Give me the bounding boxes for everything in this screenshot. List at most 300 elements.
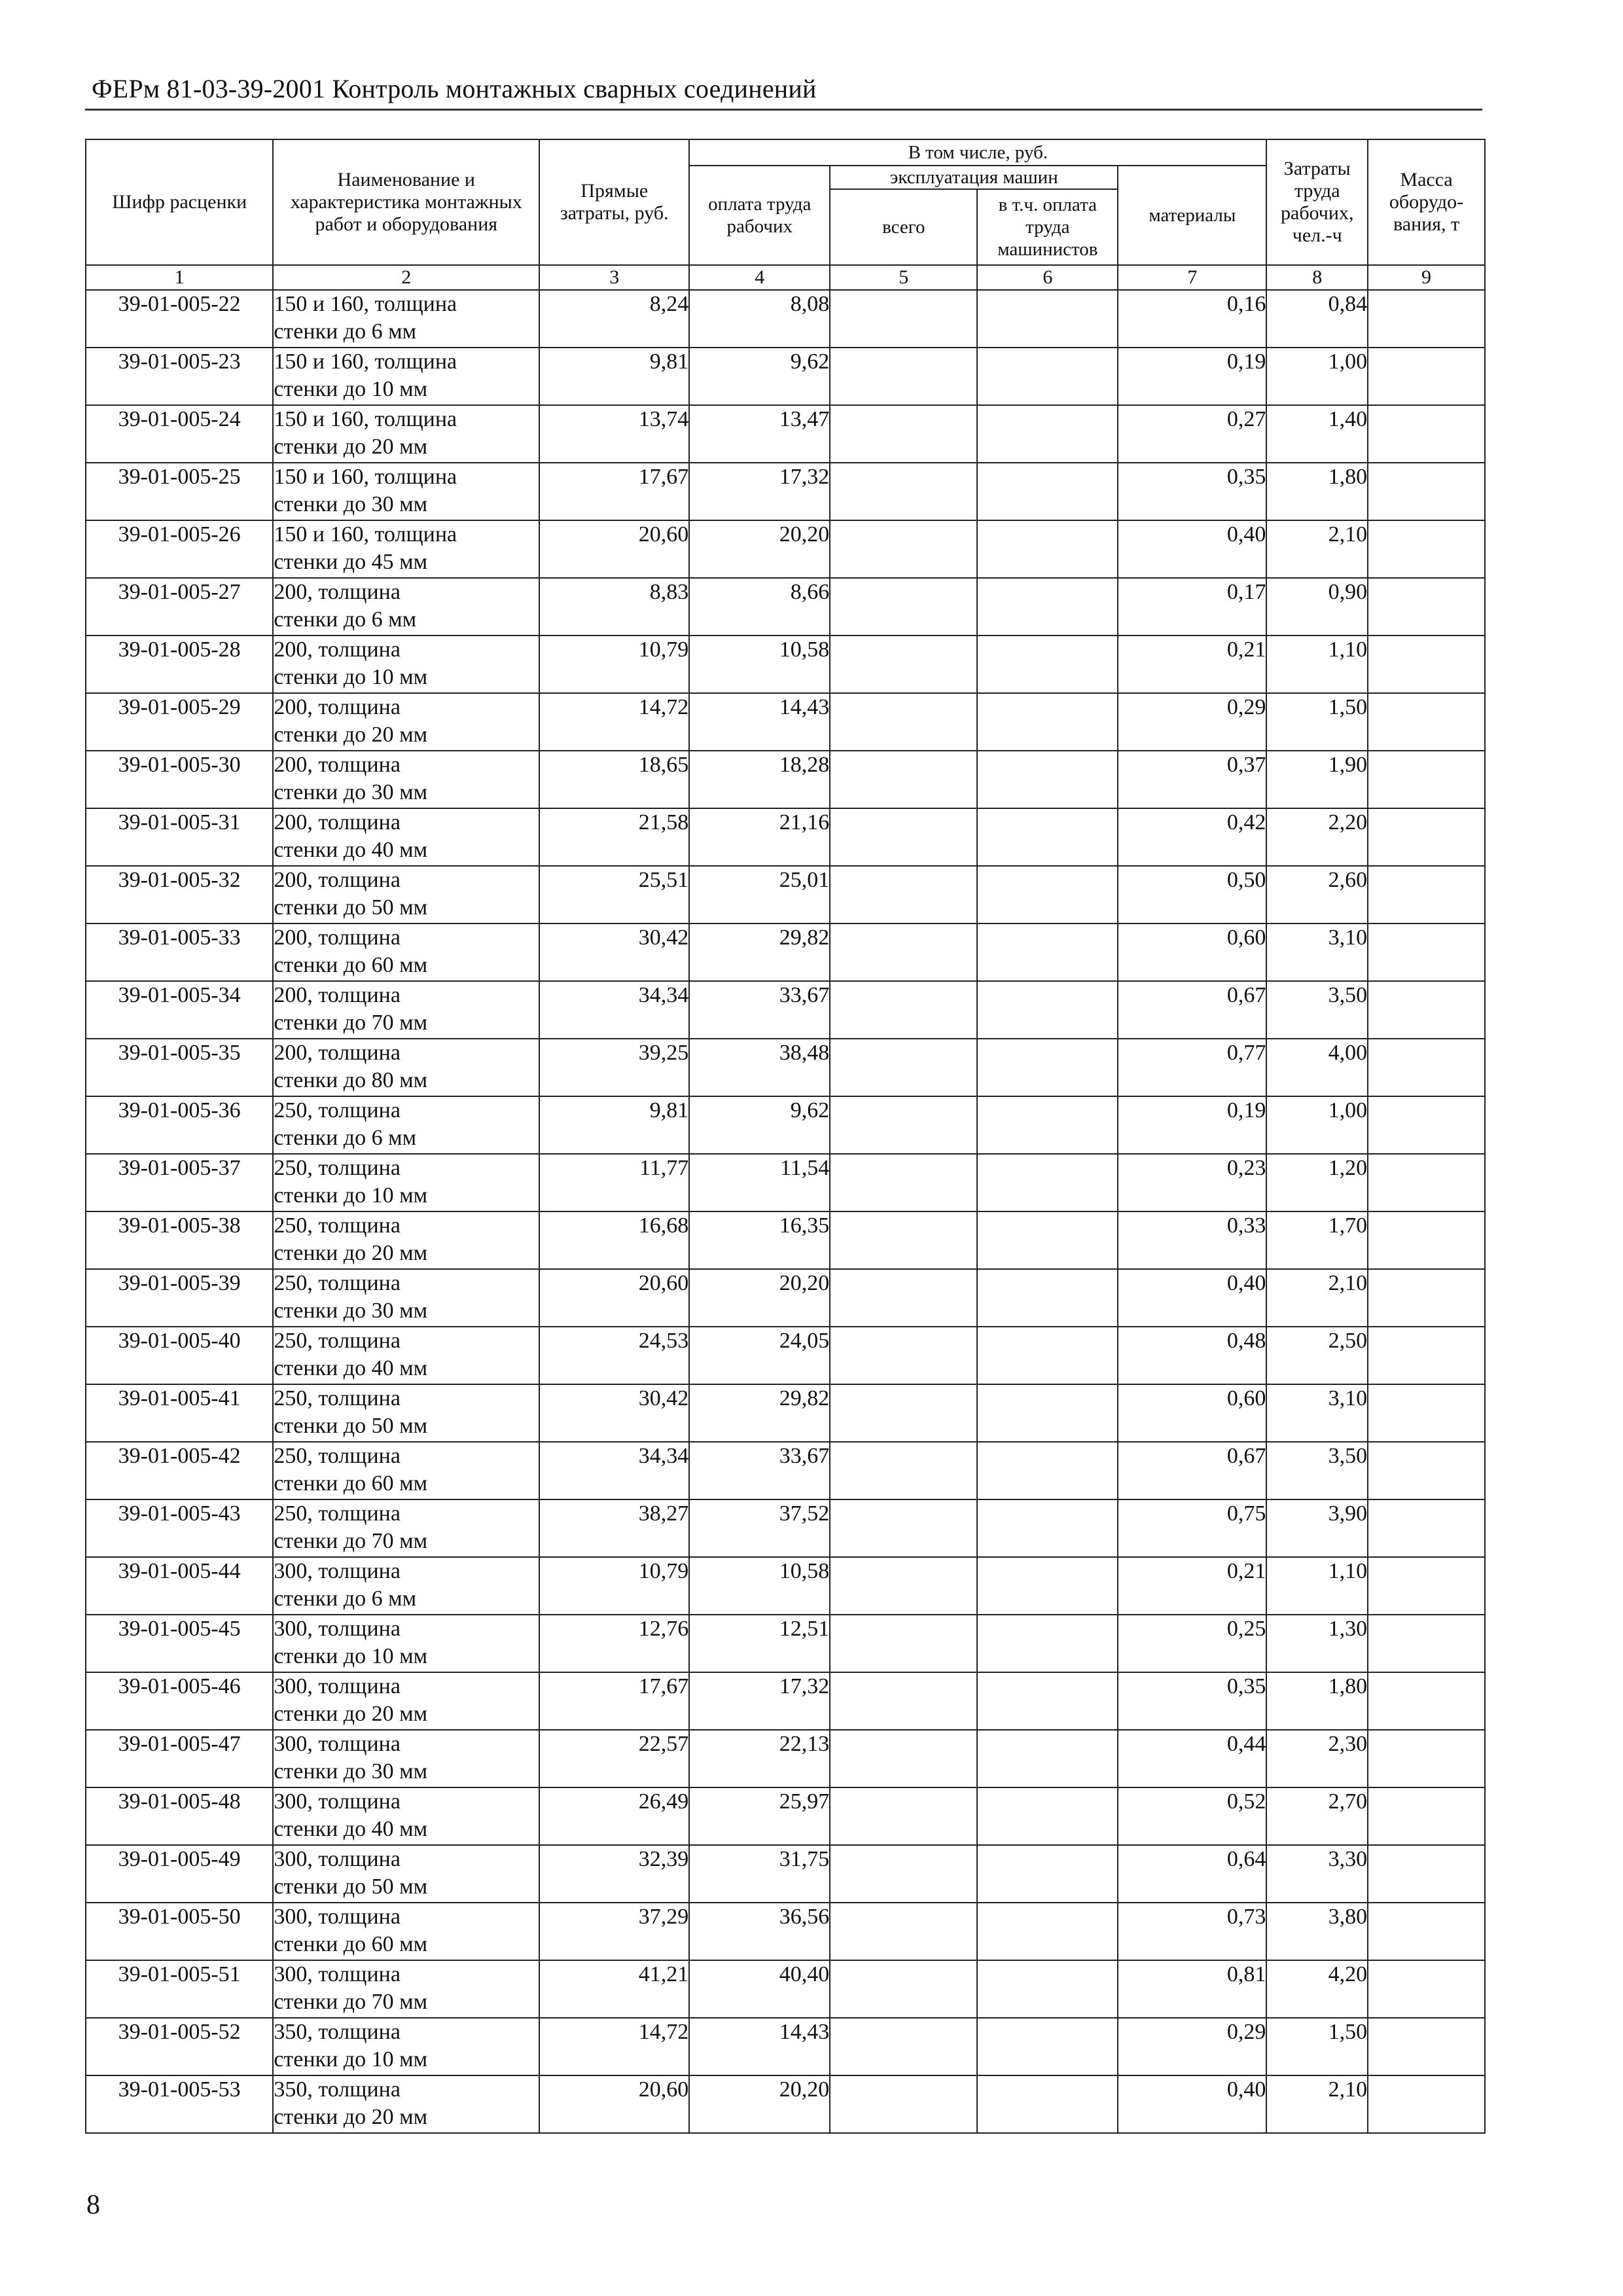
materials-value: 0,42 <box>1118 808 1266 866</box>
table-row <box>86 1845 1485 1903</box>
direct-costs-value: 20,60 <box>539 2075 689 2133</box>
machinist-wage-value <box>977 636 1118 693</box>
description-line: стенки до 6 мм <box>274 1587 417 1611</box>
worker-wage-value: 25,01 <box>689 866 830 924</box>
materials-value: 0,75 <box>1118 1499 1266 1557</box>
direct-costs-value: 32,39 <box>539 1845 689 1903</box>
machines-total-value <box>830 693 977 751</box>
machinist-wage-value <box>977 578 1118 636</box>
machinist-wage-value <box>977 2075 1118 2133</box>
materials-value: 0,67 <box>1118 1442 1266 1499</box>
machines-total-value <box>830 1211 977 1269</box>
rate-code: 39-01-005-37 <box>86 1154 273 1211</box>
equipment-mass-value <box>1368 405 1485 463</box>
direct-costs-value: 13,74 <box>539 405 689 463</box>
table-row <box>86 1442 1485 1499</box>
machines-total-value <box>830 520 977 578</box>
machinist-wage-value <box>977 1096 1118 1154</box>
materials-value: 0,21 <box>1118 636 1266 693</box>
table-row <box>86 1269 1485 1327</box>
machinist-wage-value <box>977 1615 1118 1672</box>
labor-hours-value: 2,30 <box>1266 1730 1368 1787</box>
equipment-mass-value <box>1368 348 1485 405</box>
labor-hours-value: 2,20 <box>1266 808 1368 866</box>
materials-value: 0,67 <box>1118 981 1266 1039</box>
labor-hours-value: 1,10 <box>1266 636 1368 693</box>
description-line: стенки до 40 мм <box>274 1817 428 1841</box>
rate-code: 39-01-005-35 <box>86 1039 273 1096</box>
equipment-mass-value <box>1368 751 1485 808</box>
machinist-wage-value <box>977 348 1118 405</box>
rates-table <box>85 139 1486 2134</box>
equipment-mass-value <box>1368 1499 1485 1557</box>
table-row <box>86 1384 1485 1442</box>
description-line: 250, толщина <box>274 1213 401 1238</box>
header-divider <box>85 109 1482 111</box>
description-line: стенки до 30 мм <box>274 492 428 516</box>
work-description <box>273 348 539 405</box>
worker-wage-value: 9,62 <box>689 348 830 405</box>
direct-costs-value: 25,51 <box>539 866 689 924</box>
rate-code: 39-01-005-34 <box>86 981 273 1039</box>
machines-total-value <box>830 2018 977 2075</box>
labor-hours-value: 1,00 <box>1266 348 1368 405</box>
description-line: 150 и 160, толщина <box>274 465 457 489</box>
equipment-mass-value <box>1368 866 1485 924</box>
work-description <box>273 981 539 1039</box>
equipment-mass-value <box>1368 1557 1485 1615</box>
worker-wage-value: 16,35 <box>689 1211 830 1269</box>
table-row <box>86 1499 1485 1557</box>
machinist-wage-value <box>977 1672 1118 1730</box>
description-line: 200, толщина <box>274 810 401 834</box>
rate-code: 39-01-005-29 <box>86 693 273 751</box>
equipment-mass-value <box>1368 1960 1485 2018</box>
worker-wage-value: 36,56 <box>689 1903 830 1960</box>
table-row <box>86 463 1485 520</box>
direct-costs-value: 34,34 <box>539 1442 689 1499</box>
table-row <box>86 520 1485 578</box>
work-description <box>273 1960 539 2018</box>
equipment-mass-value <box>1368 1672 1485 1730</box>
worker-wage-value: 17,32 <box>689 1672 830 1730</box>
rate-code: 39-01-005-50 <box>86 1903 273 1960</box>
table-row <box>86 1730 1485 1787</box>
description-line: 250, толщина <box>274 1156 401 1180</box>
description-line: 250, толщина <box>274 1501 401 1526</box>
description-line: стенки до 10 мм <box>274 2047 428 2072</box>
equipment-mass-value <box>1368 1787 1485 1845</box>
machinist-wage-value <box>977 405 1118 463</box>
labor-hours-value: 2,50 <box>1266 1327 1368 1384</box>
machinist-wage-value <box>977 1269 1118 1327</box>
description-line: 200, толщина <box>274 580 401 604</box>
rate-code: 39-01-005-44 <box>86 1557 273 1615</box>
description-line: стенки до 70 мм <box>274 1990 428 2014</box>
table-row <box>86 1211 1485 1269</box>
equipment-mass-value <box>1368 1096 1485 1154</box>
header-machinist-wage: в т.ч. оплата труда машинистов <box>977 189 1118 265</box>
rate-code: 39-01-005-48 <box>86 1787 273 1845</box>
machines-total-value <box>830 1557 977 1615</box>
work-description <box>273 636 539 693</box>
document-title: ФЕРм 81-03-39-2001 Контроль монтажных сварных соединений <box>92 74 817 103</box>
equipment-mass-value <box>1368 463 1485 520</box>
worker-wage-value: 25,97 <box>689 1787 830 1845</box>
description-line: 200, толщина <box>274 637 401 662</box>
rate-code: 39-01-005-40 <box>86 1327 273 1384</box>
equipment-mass-value <box>1368 1154 1485 1211</box>
labor-hours-value: 1,50 <box>1266 2018 1368 2075</box>
column-number: 5 <box>830 265 977 290</box>
materials-value: 0,40 <box>1118 1269 1266 1327</box>
rate-code: 39-01-005-39 <box>86 1269 273 1327</box>
materials-value: 0,29 <box>1118 693 1266 751</box>
description-line: стенки до 20 мм <box>274 435 428 459</box>
machinist-wage-value <box>977 924 1118 981</box>
worker-wage-value: 14,43 <box>689 2018 830 2075</box>
machines-total-value <box>830 866 977 924</box>
description-line: 200, толщина <box>274 983 401 1007</box>
machines-total-value <box>830 1845 977 1903</box>
machines-total-value <box>830 405 977 463</box>
labor-hours-value: 1,10 <box>1266 1557 1368 1615</box>
column-number: 8 <box>1266 265 1368 290</box>
machinist-wage-value <box>977 463 1118 520</box>
equipment-mass-value <box>1368 2075 1485 2133</box>
rate-code: 39-01-005-52 <box>86 2018 273 2075</box>
table-row <box>86 405 1485 463</box>
description-line: 250, толщина <box>274 1444 401 1468</box>
machinist-wage-value <box>977 2018 1118 2075</box>
work-description <box>273 1154 539 1211</box>
labor-hours-value: 3,80 <box>1266 1903 1368 1960</box>
direct-costs-value: 39,25 <box>539 1039 689 1096</box>
labor-hours-value: 2,10 <box>1266 520 1368 578</box>
column-number: 1 <box>86 265 273 290</box>
worker-wage-value: 11,54 <box>689 1154 830 1211</box>
table-row <box>86 1672 1485 1730</box>
equipment-mass-value <box>1368 1442 1485 1499</box>
materials-value: 0,81 <box>1118 1960 1266 2018</box>
machinist-wage-value <box>977 1327 1118 1384</box>
machines-total-value <box>830 808 977 866</box>
direct-costs-value: 18,65 <box>539 751 689 808</box>
description-line: 150 и 160, толщина <box>274 350 457 374</box>
materials-value: 0,16 <box>1118 290 1266 348</box>
header-materials: материалы <box>1118 166 1266 265</box>
description-line: 150 и 160, толщина <box>274 522 457 547</box>
rate-code: 39-01-005-24 <box>86 405 273 463</box>
machines-total-value <box>830 348 977 405</box>
column-number: 7 <box>1118 265 1266 290</box>
materials-value: 0,48 <box>1118 1327 1266 1384</box>
equipment-mass-value <box>1368 1903 1485 1960</box>
materials-value: 0,40 <box>1118 2075 1266 2133</box>
rate-code: 39-01-005-53 <box>86 2075 273 2133</box>
materials-value: 0,52 <box>1118 1787 1266 1845</box>
machines-total-value <box>830 463 977 520</box>
materials-value: 0,33 <box>1118 1211 1266 1269</box>
direct-costs-value: 9,81 <box>539 1096 689 1154</box>
worker-wage-value: 29,82 <box>689 1384 830 1442</box>
description-line: стенки до 6 мм <box>274 1126 417 1150</box>
description-line: стенки до 6 мм <box>274 607 417 632</box>
work-description <box>273 1787 539 1845</box>
table-header <box>86 139 1485 290</box>
machinist-wage-value <box>977 1211 1118 1269</box>
direct-costs-value: 9,81 <box>539 348 689 405</box>
worker-wage-value: 17,32 <box>689 463 830 520</box>
header-machines: эксплуатация машин <box>830 166 1118 189</box>
description-line: стенки до 70 мм <box>274 1529 428 1553</box>
materials-value: 0,64 <box>1118 1845 1266 1903</box>
rate-code: 39-01-005-46 <box>86 1672 273 1730</box>
direct-costs-value: 34,34 <box>539 981 689 1039</box>
worker-wage-value: 8,08 <box>689 290 830 348</box>
description-line: стенки до 70 мм <box>274 1011 428 1035</box>
worker-wage-value: 37,52 <box>689 1499 830 1557</box>
machines-total-value <box>830 1096 977 1154</box>
table-row <box>86 636 1485 693</box>
machines-total-value <box>830 1384 977 1442</box>
machinist-wage-value <box>977 1845 1118 1903</box>
rate-code: 39-01-005-33 <box>86 924 273 981</box>
machinist-wage-value <box>977 866 1118 924</box>
machinist-wage-value <box>977 1903 1118 1960</box>
header-wage: оплата труда рабочих <box>689 166 830 265</box>
materials-value: 0,60 <box>1118 1384 1266 1442</box>
description-line: стенки до 40 мм <box>274 1356 428 1380</box>
rate-code: 39-01-005-27 <box>86 578 273 636</box>
machinist-wage-value <box>977 693 1118 751</box>
description-line: стенки до 50 мм <box>274 1414 428 1438</box>
worker-wage-value: 10,58 <box>689 1557 830 1615</box>
equipment-mass-value <box>1368 1384 1485 1442</box>
machines-total-value <box>830 636 977 693</box>
table-row <box>86 693 1485 751</box>
column-number: 4 <box>689 265 830 290</box>
worker-wage-value: 20,20 <box>689 2075 830 2133</box>
work-description <box>273 1269 539 1327</box>
table-row <box>86 1615 1485 1672</box>
labor-hours-value: 1,90 <box>1266 751 1368 808</box>
work-description <box>273 290 539 348</box>
labor-hours-value: 3,10 <box>1266 924 1368 981</box>
work-description <box>273 1845 539 1903</box>
machines-total-value <box>830 1269 977 1327</box>
direct-costs-value: 37,29 <box>539 1903 689 1960</box>
labor-hours-value: 3,30 <box>1266 1845 1368 1903</box>
work-description <box>273 2075 539 2133</box>
materials-value: 0,77 <box>1118 1039 1266 1096</box>
direct-costs-value: 10,79 <box>539 636 689 693</box>
rate-code: 39-01-005-32 <box>86 866 273 924</box>
description-line: стенки до 20 мм <box>274 2105 428 2129</box>
machinist-wage-value <box>977 751 1118 808</box>
rate-code: 39-01-005-42 <box>86 1442 273 1499</box>
column-number: 6 <box>977 265 1118 290</box>
work-description <box>273 751 539 808</box>
table-row <box>86 1557 1485 1615</box>
work-description <box>273 578 539 636</box>
machinist-wage-value <box>977 1154 1118 1211</box>
description-line: 300, толщина <box>274 1617 401 1641</box>
machinist-wage-value <box>977 1557 1118 1615</box>
labor-hours-value: 1,40 <box>1266 405 1368 463</box>
equipment-mass-value <box>1368 1845 1485 1903</box>
work-description <box>273 1096 539 1154</box>
machinist-wage-value <box>977 290 1118 348</box>
rate-code: 39-01-005-49 <box>86 1845 273 1903</box>
machines-total-value <box>830 1154 977 1211</box>
labor-hours-value: 1,00 <box>1266 1096 1368 1154</box>
direct-costs-value: 30,42 <box>539 1384 689 1442</box>
description-line: стенки до 60 мм <box>274 1932 428 1956</box>
work-description <box>273 520 539 578</box>
table-row <box>86 2075 1485 2133</box>
worker-wage-value: 12,51 <box>689 1615 830 1672</box>
direct-costs-value: 38,27 <box>539 1499 689 1557</box>
table-row <box>86 1903 1485 1960</box>
column-number: 9 <box>1368 265 1485 290</box>
description-line: стенки до 30 мм <box>274 1759 428 1784</box>
machinist-wage-value <box>977 981 1118 1039</box>
rate-code: 39-01-005-26 <box>86 520 273 578</box>
materials-value: 0,17 <box>1118 578 1266 636</box>
materials-value: 0,29 <box>1118 2018 1266 2075</box>
worker-wage-value: 21,16 <box>689 808 830 866</box>
direct-costs-value: 8,83 <box>539 578 689 636</box>
materials-value: 0,23 <box>1118 1154 1266 1211</box>
equipment-mass-value <box>1368 1615 1485 1672</box>
rate-code: 39-01-005-43 <box>86 1499 273 1557</box>
machines-total-value <box>830 1039 977 1096</box>
rate-code: 39-01-005-51 <box>86 1960 273 2018</box>
description-line: стенки до 10 мм <box>274 1644 428 1668</box>
materials-value: 0,60 <box>1118 924 1266 981</box>
equipment-mass-value <box>1368 520 1485 578</box>
materials-value: 0,19 <box>1118 1096 1266 1154</box>
description-line: 300, толщина <box>274 1847 401 1871</box>
equipment-mass-value <box>1368 1327 1485 1384</box>
description-line: стенки до 30 мм <box>274 1299 428 1323</box>
worker-wage-value: 24,05 <box>689 1327 830 1384</box>
description-line: 200, толщина <box>274 1041 401 1065</box>
worker-wage-value: 40,40 <box>689 1960 830 2018</box>
equipment-mass-value <box>1368 1211 1485 1269</box>
direct-costs-value: 30,42 <box>539 924 689 981</box>
work-description <box>273 2018 539 2075</box>
description-line: стенки до 20 мм <box>274 1702 428 1726</box>
rate-code: 39-01-005-30 <box>86 751 273 808</box>
machinist-wage-value <box>977 1039 1118 1096</box>
description-line: стенки до 30 мм <box>274 780 428 804</box>
rate-code: 39-01-005-23 <box>86 348 273 405</box>
worker-wage-value: 20,20 <box>689 1269 830 1327</box>
worker-wage-value: 20,20 <box>689 520 830 578</box>
materials-value: 0,25 <box>1118 1615 1266 1672</box>
machinist-wage-value <box>977 1730 1118 1787</box>
materials-value: 0,35 <box>1118 1672 1266 1730</box>
labor-hours-value: 1,80 <box>1266 1672 1368 1730</box>
direct-costs-value: 20,60 <box>539 520 689 578</box>
rate-code: 39-01-005-28 <box>86 636 273 693</box>
labor-hours-value: 4,00 <box>1266 1039 1368 1096</box>
labor-hours-value: 3,50 <box>1266 1442 1368 1499</box>
equipment-mass-value <box>1368 2018 1485 2075</box>
worker-wage-value: 33,67 <box>689 981 830 1039</box>
description-line: стенки до 60 мм <box>274 1471 428 1496</box>
description-line: 250, толщина <box>274 1098 401 1122</box>
direct-costs-value: 26,49 <box>539 1787 689 1845</box>
description-line: стенки до 80 мм <box>274 1068 428 1092</box>
work-description <box>273 1039 539 1096</box>
column-number: 3 <box>539 265 689 290</box>
materials-value: 0,50 <box>1118 866 1266 924</box>
machines-total-value <box>830 1960 977 2018</box>
direct-costs-value: 17,67 <box>539 1672 689 1730</box>
worker-wage-value: 14,43 <box>689 693 830 751</box>
labor-hours-value: 1,80 <box>1266 463 1368 520</box>
equipment-mass-value <box>1368 981 1485 1039</box>
work-description <box>273 693 539 751</box>
equipment-mass-value <box>1368 808 1485 866</box>
direct-costs-value: 24,53 <box>539 1327 689 1384</box>
table-row <box>86 808 1485 866</box>
machines-total-value <box>830 1327 977 1384</box>
work-description <box>273 1211 539 1269</box>
machinist-wage-value <box>977 520 1118 578</box>
direct-costs-value: 10,79 <box>539 1557 689 1615</box>
direct-costs-value: 22,57 <box>539 1730 689 1787</box>
worker-wage-value: 13,47 <box>689 405 830 463</box>
machines-total-value <box>830 924 977 981</box>
table-row <box>86 578 1485 636</box>
worker-wage-value: 10,58 <box>689 636 830 693</box>
direct-costs-value: 16,68 <box>539 1211 689 1269</box>
work-description <box>273 1442 539 1499</box>
description-line: 300, толщина <box>274 1559 401 1583</box>
header-direct-costs: Прямые затраты, руб. <box>539 139 689 265</box>
description-line: 350, толщина <box>274 2077 401 2102</box>
rate-code: 39-01-005-38 <box>86 1211 273 1269</box>
machines-total-value <box>830 1787 977 1845</box>
table-row <box>86 1039 1485 1096</box>
work-description <box>273 1615 539 1672</box>
work-description <box>273 808 539 866</box>
labor-hours-value: 1,30 <box>1266 1615 1368 1672</box>
description-line: 150 и 160, толщина <box>274 407 457 431</box>
machinist-wage-value <box>977 1442 1118 1499</box>
equipment-mass-value <box>1368 924 1485 981</box>
materials-value: 0,44 <box>1118 1730 1266 1787</box>
direct-costs-value: 12,76 <box>539 1615 689 1672</box>
description-line: стенки до 40 мм <box>274 838 428 862</box>
worker-wage-value: 9,62 <box>689 1096 830 1154</box>
worker-wage-value: 18,28 <box>689 751 830 808</box>
equipment-mass-value <box>1368 1039 1485 1096</box>
table-row <box>86 981 1485 1039</box>
description-line: стенки до 60 мм <box>274 953 428 977</box>
description-line: 200, толщина <box>274 695 401 719</box>
direct-costs-value: 11,77 <box>539 1154 689 1211</box>
work-description <box>273 924 539 981</box>
materials-value: 0,35 <box>1118 463 1266 520</box>
direct-costs-value: 41,21 <box>539 1960 689 2018</box>
table-body <box>86 290 1485 2133</box>
direct-costs-value: 17,67 <box>539 463 689 520</box>
